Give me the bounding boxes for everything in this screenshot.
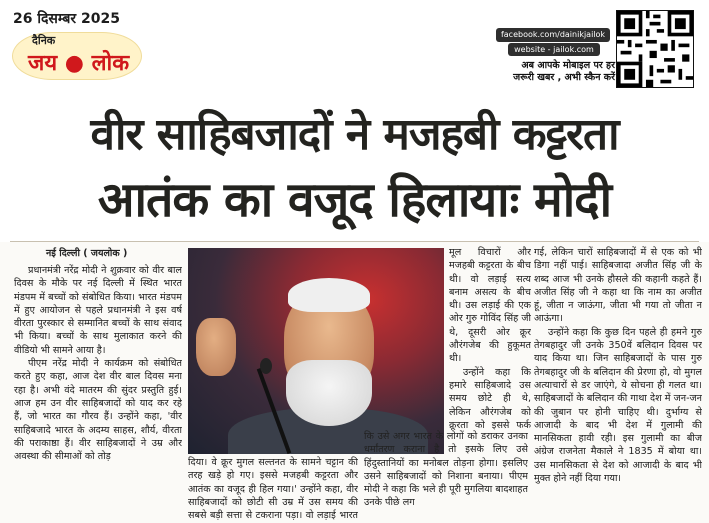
photo-beard <box>286 360 372 426</box>
article-column-mid <box>449 246 531 430</box>
headline-line1: वीर साहिबजादों ने मजहबी कट्टरता <box>90 109 619 160</box>
article-column-5 <box>534 246 702 522</box>
paragraph: उन्होंने कहा कि कुछ दिन पहले ही हमने गुरु तेगबहादुर जी उनके 350वें बलिदान दिवस पर याद किया था। जिन साहिबजादों के पास गुरु तेगबहादुर जी के बलिदान की प्रेरणा हो, वो मुगल अत्याचारों से डर जाएंगे, ये सोचना ही गलत था। साहिबजादों के बलिदान की गाथा देश में जन-जन की जुबान पर होनी चाहिए थी। दुर्भाग्य से आजादी के बाद भी देश में गुलामी की मानसिकता हावी रही। इस गुलामी का बीज अंग्रेज राजनेता मैकाले ने 1835 में बोया था। उस मानसिकता से देश को आजादी के बाद भी मुक्त होने नहीं दिया गया। <box>534 326 702 485</box>
logo-prefix: दैनिक <box>32 34 56 47</box>
divider <box>10 241 699 242</box>
article-photo <box>188 248 444 454</box>
issue-date: 26 दिसम्बर 2025 <box>13 11 120 27</box>
paragraph: प्रधानमंत्री नरेंद्र मोदी ने शुक्रवार को वीर बाल दिवस के मौके पर नई दिल्ली में स्थित भारत मंडपम में बच्चों को संबोधित किया। भारत मंडपम में हुए आयोजन से पहले प्रधानमंत्री ने इस वर्ष वीरता पुरस्कार से सम्मानित बच्चों के साथ संवाद भी किया। बच्चों के साथ मुलाकात करने की वीडियो भी सामने आया है। <box>14 265 182 356</box>
qr-code-icon[interactable] <box>616 10 694 88</box>
paragraph: उन्होंने कहा कि हमारे साहिबजादे उस समय छोटे ही थे, लेकिन औरंगजेब को क्रूरता को इससे फर्क <box>449 366 531 430</box>
dateline: नई दिल्ली ( जयलोक ) <box>46 248 128 259</box>
article-column-3 <box>364 430 528 522</box>
photo-hair <box>288 278 370 312</box>
paragraph: पीएम नरेंद्र मोदी ने कार्यक्रम को संबोधित करते हुए कहा, आज देश वीर बाल दिवस मना रहा है। अभी वंदे मातरम की सुंदर प्रस्तुति हुई। आज हम उन वीर साहिबजादों को याद कर रहे हैं, जो भारत का गौरव हैं। उन्होंने कहा, 'वीर साहिबजादे भारत के अदम्य साहस, शौर्य, वीरता की पराकाष्ठा हैं। वीर साहिबजादों ने उम्र और अवस्था की सीमाओं को तोड़ <box>14 358 182 463</box>
website-link[interactable]: website - jailok.com <box>508 43 600 56</box>
qr-hint-line1: अब आपके मोबाइल पर हर <box>521 60 615 71</box>
paragraph: दिया। वे क्रूर मुगल सल्तनत के सामने चट्टान की तरह खड़े हो गए। इससे मजहबी कट्टरता और आतंक का वजूद ही हिल गया।' उन्होंने कहा, वीर साहिबजादों को छोटी सी उम्र में उस समय की सबसे बड़ी सत्ता से टकराना पड़ा। वो लड़ाई भारत <box>188 457 358 522</box>
qr-hint <box>490 60 615 84</box>
article-column-1 <box>14 264 182 520</box>
paragraph: गई, लेकिन चारों साहिबजादों में से एक को भी डिगा नहीं पाई। साहिबजादा अजीत सिंह जी के शब्द आज भी उनके हौसले की कहानी कहते हैं। अजीत सिंह जी ने कहा था कि नाम का अजीत हूं, जीता न जाऊंगा, जीता भी गया तो जीता न आऊंगा। <box>534 247 702 325</box>
paragraph: कि उसे अगर भारत के लोगों को डराकर उनका धर्मांतरण कराना है तो इसके लिए उसे हिंदुस्तानियों का मनोबल तोड़ना होगा। इसलिए उसने साहिबजादों को निशाना बनाया। पीएम मोदी ने कहा कि भले ही पूरी मुगलिया बादशाहत उनके पीछे लग <box>364 431 528 509</box>
logo-title: जय ● लोक <box>28 51 130 76</box>
photo-hand <box>196 318 236 376</box>
qr-hint-line2: जरूरी खबर , अभी स्कैन करें <box>513 72 615 83</box>
headline-line2: आतंक का वजूद हिलायाः मोदी <box>97 172 612 228</box>
facebook-link[interactable]: facebook.com/dainikjailok <box>496 28 610 42</box>
article-column-2 <box>188 456 358 522</box>
microphone-head-icon <box>260 358 272 374</box>
paragraph: मूल विचारों और मजहबी कट्टरता के बीच थी। वो लड़ाई सत्य बनाम असत्य के बीच थी। उस लड़ाई की एक ओर गुरु गोविंद सिंह जी थे, दूसरी ओर क्रूर औरंगजेब की हुकूमत थी। <box>449 247 531 365</box>
